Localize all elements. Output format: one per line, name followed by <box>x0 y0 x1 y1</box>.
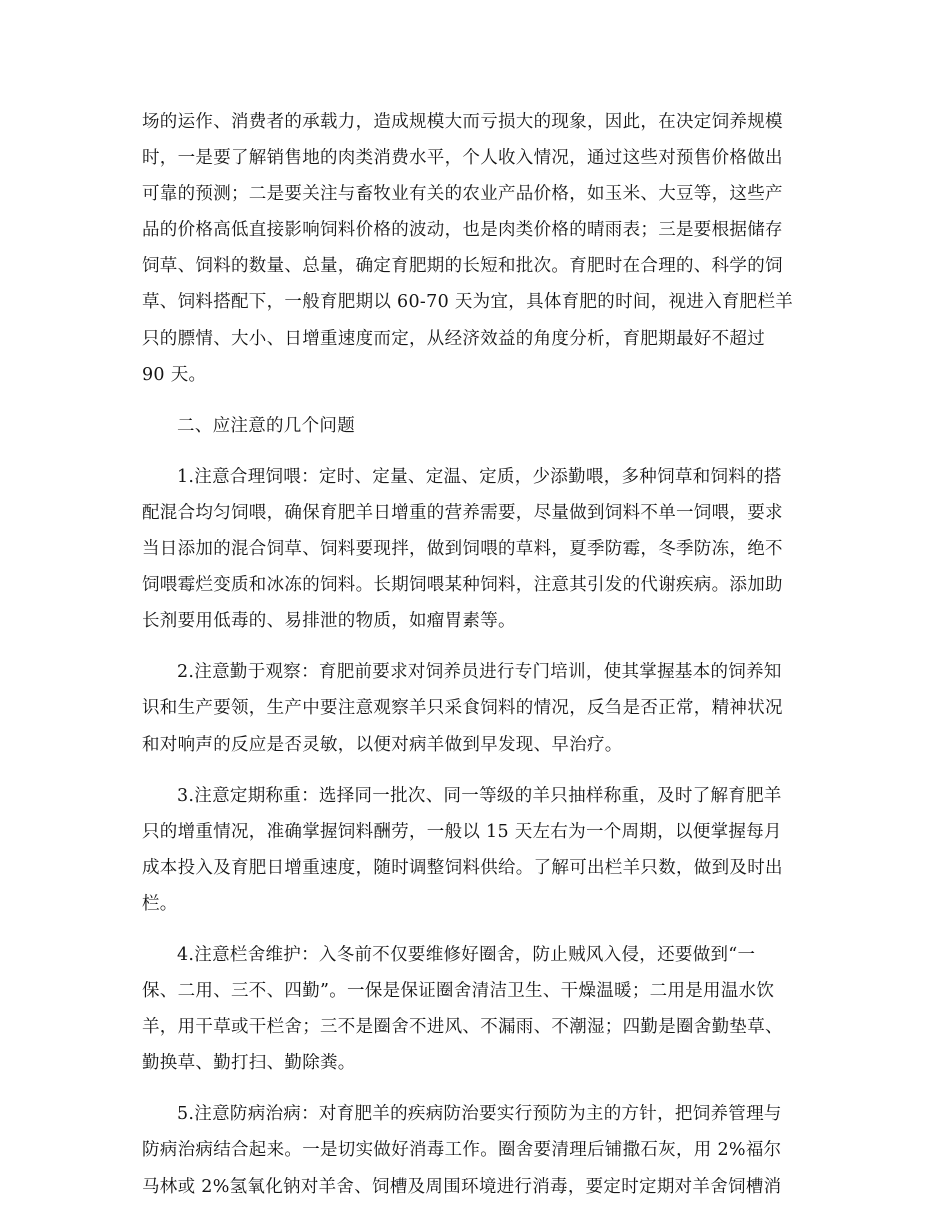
text-line: 2.注意勤于观察：育肥前要求对饲养员进行专门培训，使其掌握基本的饲养知 <box>177 662 782 683</box>
text-line: 识和生产要领，生产中要注意观察羊只采食饲料的情况，反刍是否正常，精神状况 <box>142 698 783 719</box>
text-line: 配混合均匀饲喂，确保育肥羊日增重的营养需要，尽量做到饲料不单一饲喂，要求 <box>142 502 783 523</box>
text-line: 羊，用干草或干栏舍；三不是圈舍不进风、不漏雨、不潮湿；四勤是圈舍勤垫草、 <box>142 1017 783 1038</box>
text-line: 成本投入及育肥日增重速度，随时调整饲料供给。了解可出栏羊只数，做到及时出 <box>142 857 783 878</box>
paragraph-weighing <box>142 778 814 922</box>
section-heading-text: 二、应注意的几个问题 <box>177 415 355 436</box>
paragraph-pen-maintenance <box>142 937 814 1081</box>
text-line: 品的价格高低直接影响饲料价格的波动，也是肉类价格的晴雨表；三是要根据储存 <box>142 220 783 241</box>
text-line: 草、饲料搭配下，一般育肥期以 60-70 天为宜，具体育肥的时间，视进入育肥栏羊 <box>142 292 794 313</box>
text-line: 栏。 <box>142 893 178 914</box>
text-line: 4.注意栏舍维护：入冬前不仅要维修好圈舍，防止贼风入侵，还要做到“一 <box>177 944 756 965</box>
text-line: 90 天。 <box>142 364 207 385</box>
text-line: 时，一是要了解销售地的肉类消费水平，个人收入情况，通过这些对预售价格做出 <box>142 148 783 169</box>
text-line: 3.注意定期称重：选择同一批次、同一等级的羊只抽样称重，及时了解育肥羊 <box>177 785 782 806</box>
text-line: 当日添加的混合饲草、饲料要现拌，做到饲喂的草料，夏季防霉，冬季防冻，绝不 <box>142 539 783 560</box>
text-line: 保、二用、三不、四勤”。一保是保证圈舍清洁卫生、干燥温暖；二用是用温水饮 <box>142 981 775 1002</box>
paragraph-scale-decision <box>142 104 814 393</box>
text-line: 勤换草、勤打扫、勤除粪。 <box>142 1053 356 1074</box>
text-line: 饲草、饲料的数量、总量，确定育肥期的长短和批次。育肥时在合理的、科学的饲 <box>142 256 783 277</box>
text-line: 1.注意合理饲喂：定时、定量、定温、定质，少添勤喂，多种饲草和饲料的搭 <box>177 466 782 487</box>
paragraph-disease-prevention <box>142 1096 814 1204</box>
paragraph-observation <box>142 654 814 762</box>
text-line: 只的膘情、大小、日增重速度而定，从经济效益的角度分析，育肥期最好不超过 <box>142 328 765 349</box>
text-line: 长剂要用低毒的、易排泄的物质，如瘤胃素等。 <box>142 611 516 632</box>
text-line: 只的增重情况，准确掌握饲料酬劳，一般以 15 天左右为一个周期，以便掌握每月 <box>142 821 782 842</box>
text-line: 马林或 2%氢氧化钠对羊舍、饲槽及周围环境进行消毒，要定时定期对羊舍饲槽消 <box>142 1176 782 1197</box>
document-body <box>142 104 814 1220</box>
text-line: 饲喂霉烂变质和冰冻的饲料。长期饲喂某种饲料，注意其引发的代谢疾病。添加助 <box>142 575 783 596</box>
text-line: 5.注意防病治病：对育肥羊的疾病防治要实行预防为主的方针，把饲养管理与 <box>177 1104 782 1125</box>
text-line: 可靠的预测；二是要关注与畜牧业有关的农业产品价格，如玉米、大豆等，这些产 <box>142 184 783 205</box>
section-heading <box>142 408 814 444</box>
paragraph-feeding <box>142 459 814 639</box>
text-line: 和对响声的反应是否灵敏，以便对病羊做到早发现、早治疗。 <box>142 734 623 755</box>
text-line: 场的运作、消费者的承载力，造成规模大而亏损大的现象，因此，在决定饲养规模 <box>142 112 783 132</box>
text-line: 防病治病结合起来。一是切实做好消毒工作。圈舍要清理后铺撒石灰，用 2%福尔 <box>142 1140 782 1161</box>
